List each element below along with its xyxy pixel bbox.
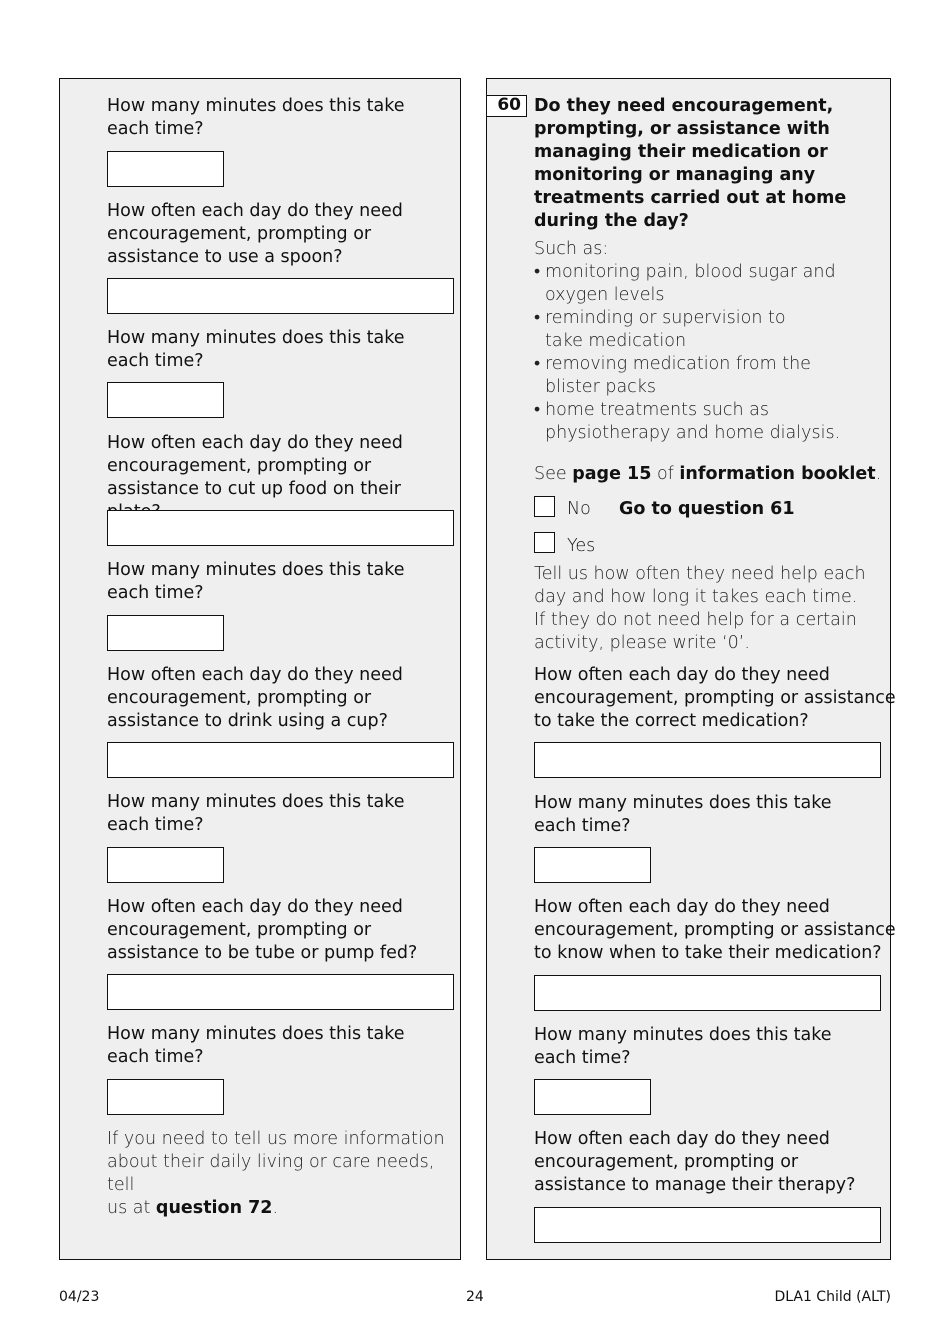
when-medication-minutes-input[interactable] [534, 1079, 651, 1115]
question-minutes-drink: How many minutes does this take each time? [107, 792, 405, 835]
yes-checkbox[interactable] [534, 532, 555, 553]
drink-cup-frequency-input[interactable] [107, 742, 454, 778]
question-72-ref: question 72 [155, 1198, 273, 1218]
no-label: No [567, 499, 591, 519]
question-number: 60 [487, 95, 527, 117]
question-minutes-when-medication: How many minutes does this take each time? [534, 1025, 832, 1068]
tube-fed-frequency-input[interactable] [107, 974, 454, 1010]
cut-food-frequency-input[interactable] [107, 510, 454, 546]
left-panel [59, 78, 461, 1260]
correct-medication-frequency-input[interactable] [534, 742, 881, 778]
question-minutes-correct-medication: How many minutes does this take each time? [534, 793, 832, 836]
question-therapy: How often each day do they need encouragement, prompting or assistance to manage their therapy? [534, 1129, 856, 1195]
tube-fed-minutes-input[interactable] [107, 1079, 224, 1115]
go-to-question-61: Go to question 61 [619, 499, 795, 519]
question-spoon: How often each day do they need encouragement, prompting or assistance to use a spoon? [107, 201, 403, 267]
page-number: 24 [466, 1289, 484, 1305]
form-code: DLA1 Child (ALT) [774, 1289, 891, 1305]
list-item: • monitoring pain, blood sugar and oxygen levels [534, 261, 840, 307]
minutes-input[interactable] [107, 151, 224, 187]
right-panel [486, 78, 896, 1260]
question-correct-medication: How often each day do they need encouragement, prompting or assistance to take the correct medication? [534, 665, 896, 731]
question-minutes-tube: How many minutes does this take each time? [107, 1024, 405, 1067]
correct-medication-minutes-input[interactable] [534, 847, 651, 883]
question-cut-food: How often each day do they need encouragement, prompting or assistance to cut up food on their [107, 433, 403, 499]
cut-food-minutes-input[interactable] [107, 615, 224, 651]
such-as-label: Such as: [534, 239, 609, 259]
list-item: • removing medication from the blister packs [534, 353, 840, 399]
see-booklet-text: See page 15 of information booklet. [534, 464, 882, 484]
tell-us-instructions: Tell us how often they need help each day and how long it takes each time. If they do not need help for a certain activity, please write ‘0’. [534, 564, 866, 653]
question-drink-cup: How often each day do they need encouragement, prompting or assistance to drink using a cup? [107, 665, 403, 731]
question-minutes-cut-food: How many minutes does this take each time? [107, 560, 405, 603]
when-medication-frequency-input[interactable] [534, 975, 881, 1011]
question-minutes-spoon-prev: How many minutes does this take each time? [107, 96, 405, 139]
yes-label: Yes [567, 536, 596, 556]
therapy-frequency-input[interactable] [534, 1207, 881, 1243]
footer-date: 04/23 [59, 1289, 100, 1305]
list-item: • reminding or supervision to take medication [534, 307, 840, 353]
no-checkbox[interactable] [534, 496, 555, 517]
examples-list [534, 261, 840, 445]
spoon-frequency-input[interactable] [107, 278, 454, 314]
question-tube-fed: How often each day do they need encouragement, prompting or assistance to be tube or pump fed? [107, 897, 418, 963]
question-minutes-spoon: How many minutes does this take each time? [107, 328, 405, 371]
more-info-text: If you need to tell us more information about their daily living or care needs, tell us at question 72. [107, 1129, 445, 1218]
question-when-medication: How often each day do they need encouragement, prompting or assistance to know when to take their medication? [534, 897, 896, 963]
drink-minutes-input[interactable] [107, 847, 224, 883]
spoon-minutes-input[interactable] [107, 382, 224, 418]
question-60-heading: Do they need encouragement, prompting, or assistance with managing their medication or monitoring or managing any treatments carried out at home during the day? [534, 96, 847, 231]
list-item: • home treatments such as physiotherapy and home dialysis. [534, 399, 840, 445]
